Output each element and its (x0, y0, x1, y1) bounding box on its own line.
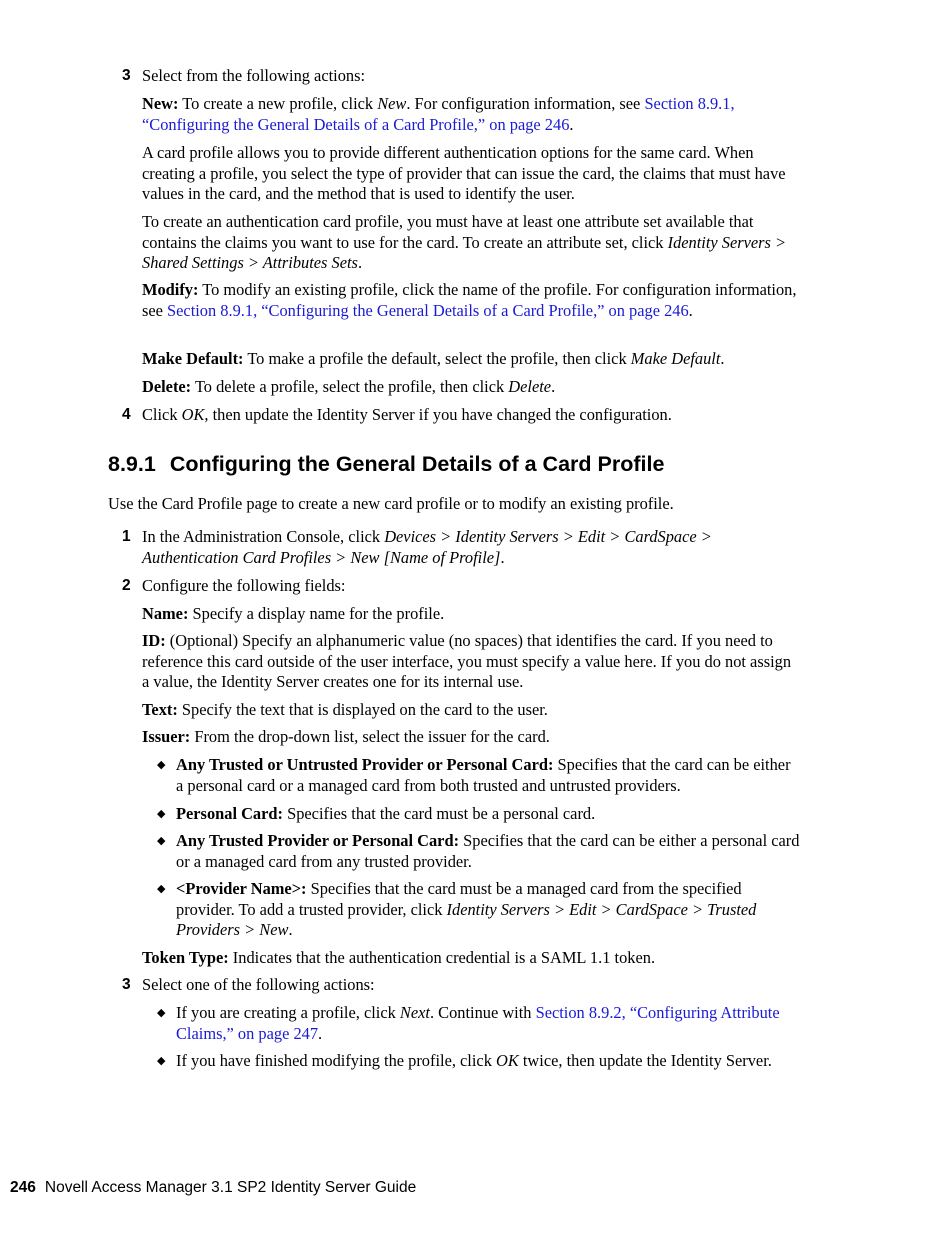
step4-click-target: OK (181, 405, 205, 424)
option-label: Any Trusted Provider or Personal Card: (176, 831, 460, 850)
make-default-text: To make a profile the default, select the profile, then click (243, 349, 631, 368)
make-default-label: Make Default: (142, 349, 244, 368)
step-number: 3 (122, 976, 131, 993)
diamond-bullet-icon: ◆ (157, 835, 166, 847)
step1-text-after: . (500, 547, 505, 567)
section-title: Configuring the General Details of a Card Profile (169, 452, 665, 476)
make-default-click-target: Make Default (630, 349, 721, 368)
section-intro: Use the Card Profile page to create a new card profile or to modify an existing profile. (108, 494, 674, 513)
step1-text: In the Administration Console, click (142, 527, 385, 546)
field-token-type-label: Token Type: (142, 948, 229, 967)
diamond-bullet-icon: ◆ (157, 1007, 166, 1019)
field-text (142, 700, 802, 721)
field-issuer-text: From the drop-down list, select the issuer for the card. (190, 727, 550, 746)
guide-title: Novell Access Manager 3.1 SP2 Identity Server Guide (44, 1179, 417, 1196)
field-token-type-text: Indicates that the authentication credential is a SAML 1.1 token. (228, 948, 656, 967)
step-1-admin-console (122, 527, 802, 568)
field-name-text: Specify a display name for the profile. (188, 604, 445, 623)
action-creating-profile (157, 1003, 801, 1044)
new-click-target: New (377, 94, 407, 113)
diamond-bullet-icon: ◆ (157, 1055, 166, 1067)
step-3-select-actions (122, 66, 802, 87)
field-name (142, 604, 802, 625)
step-2-configure-fields (122, 576, 802, 597)
diamond-bullet-icon: ◆ (157, 759, 166, 771)
attribute-path: Identity Servers > Shared Settings > Attributes Sets (142, 232, 787, 272)
field-issuer (142, 727, 802, 748)
modify-label: Modify: (142, 280, 199, 299)
modify-text-after: . (688, 300, 693, 320)
step-3-select-one-action (122, 975, 802, 996)
delete-label: Delete: (142, 377, 192, 396)
issuer-option-personal-card (157, 804, 801, 825)
action-finished-modifying (157, 1051, 816, 1072)
option-label: Personal Card: (176, 804, 283, 823)
creating-text-after: . (318, 1023, 323, 1043)
option-text: Specifies that the card can be either a personal card or a managed card from both trusted and untrusted providers. (176, 755, 791, 795)
attribute-text-after: . (357, 253, 363, 272)
step-number: 1 (122, 528, 131, 545)
field-name-label: Name: (142, 604, 189, 623)
step1-path: Devices > Identity Servers > Edit > CardSpace > Authentication Card Profiles > New [Name of Profile] (142, 527, 712, 567)
creating-click-target: Next (399, 1003, 430, 1022)
step-text: Select from the following actions: (142, 66, 366, 85)
delete-click-target: Delete (508, 377, 552, 396)
new-label: New: (142, 94, 179, 113)
option-label: Any Trusted or Untrusted Provider or Personal Card: (176, 755, 554, 774)
section-8-9-2-link[interactable]: Section 8.9.2, “Configuring Attribute Claims,” on page 247 (176, 1003, 780, 1043)
new-text-after: . (569, 114, 574, 134)
field-text-label: Text: (142, 700, 178, 719)
field-text-text: Specify the text that is displayed on the card to the user. (177, 700, 548, 719)
step4-text-before: Click (142, 405, 182, 424)
option-text: Specifies that the card can be either a personal card or a managed card from any trusted provider. (176, 831, 800, 871)
creating-text-mid: . Continue with (429, 1003, 536, 1022)
delete-paragraph (142, 377, 802, 398)
option-path: Identity Servers > Edit > CardSpace > Trusted Providers > New (176, 899, 757, 939)
option-label: <Provider Name>: (176, 879, 307, 898)
field-token-type (142, 948, 802, 969)
field-id-label: ID: (142, 631, 166, 650)
make-default-text-after: . (720, 349, 725, 368)
section-heading (108, 450, 664, 478)
issuer-option-any-trusted-or-untrusted (157, 755, 801, 796)
attribute-text: To create an authentication card profile, you must have at least one attribute set available that contains the claims you want to use for the card. To create an attribute set, click (142, 212, 754, 252)
section-number: 8.9.1 (108, 452, 156, 476)
modifying-text-after: twice, then update the Identity Server. (518, 1051, 772, 1070)
step-number: 2 (122, 577, 131, 594)
option-text: Specifies that the card must be a personal card. (282, 804, 596, 823)
diamond-bullet-icon: ◆ (157, 808, 166, 820)
modify-action-paragraph (142, 280, 802, 321)
delete-text-after: . (551, 377, 556, 396)
creating-text: If you are creating a profile, click (176, 1003, 400, 1022)
new-text-mid: . For configuration information, see (406, 94, 645, 113)
make-default-paragraph (142, 349, 802, 370)
step-number: 4 (122, 406, 131, 423)
new-text-before: To create a new profile, click (178, 94, 378, 113)
option-text-after: . (288, 920, 293, 939)
step2-text: Configure the following fields: (142, 576, 346, 595)
field-id-text: (Optional) Specify an alphanumeric value (no spaces) that identifies the card. If you need to reference this card outside of the user interface, you must specify a value here. If you do not assign a value, the Identity Server creates one for its internal use. (142, 631, 792, 691)
issuer-option-provider-name (157, 879, 801, 941)
page-number: 246 (10, 1179, 36, 1196)
issuer-option-any-trusted-provider (157, 831, 801, 872)
new-action-paragraph (142, 94, 802, 135)
card-profile-description: A card profile allows you to provide different authentication options for the same card. When creating a profile, you select the type of provider that can issue the card, the claims that must have values in the card, and the method that is used to identify the user. (142, 143, 786, 203)
step-number: 3 (122, 67, 131, 84)
step4-text-after: , then update the Identity Server if you have changed the configuration. (204, 405, 672, 424)
modifying-text: If you have finished modifying the profile, click (176, 1051, 496, 1070)
modify-text: To modify an existing profile, click the name of the profile. For configuration information, see (142, 280, 797, 320)
field-issuer-label: Issuer: (142, 727, 191, 746)
diamond-bullet-icon: ◆ (157, 883, 166, 895)
field-id (142, 631, 802, 693)
page-footer (10, 1177, 416, 1199)
step3-text: Select one of the following actions: (142, 975, 375, 994)
step-4-click-ok (122, 405, 802, 426)
delete-text: To delete a profile, select the profile, then click (191, 377, 509, 396)
section-8-9-1-link-modify[interactable]: Section 8.9.1, “Configuring the General Details of a Card Profile,” on page 246 (167, 300, 689, 320)
attribute-set-paragraph (142, 212, 802, 274)
option-text: Specifies that the card must be a managed card from the specified provider. To add a trusted provider, click (176, 879, 742, 919)
modifying-click-target: OK (496, 1051, 519, 1070)
section-8-9-1-link[interactable]: Section 8.9.1, “Configuring the General Details of a Card Profile,” on page 246 (142, 94, 735, 134)
